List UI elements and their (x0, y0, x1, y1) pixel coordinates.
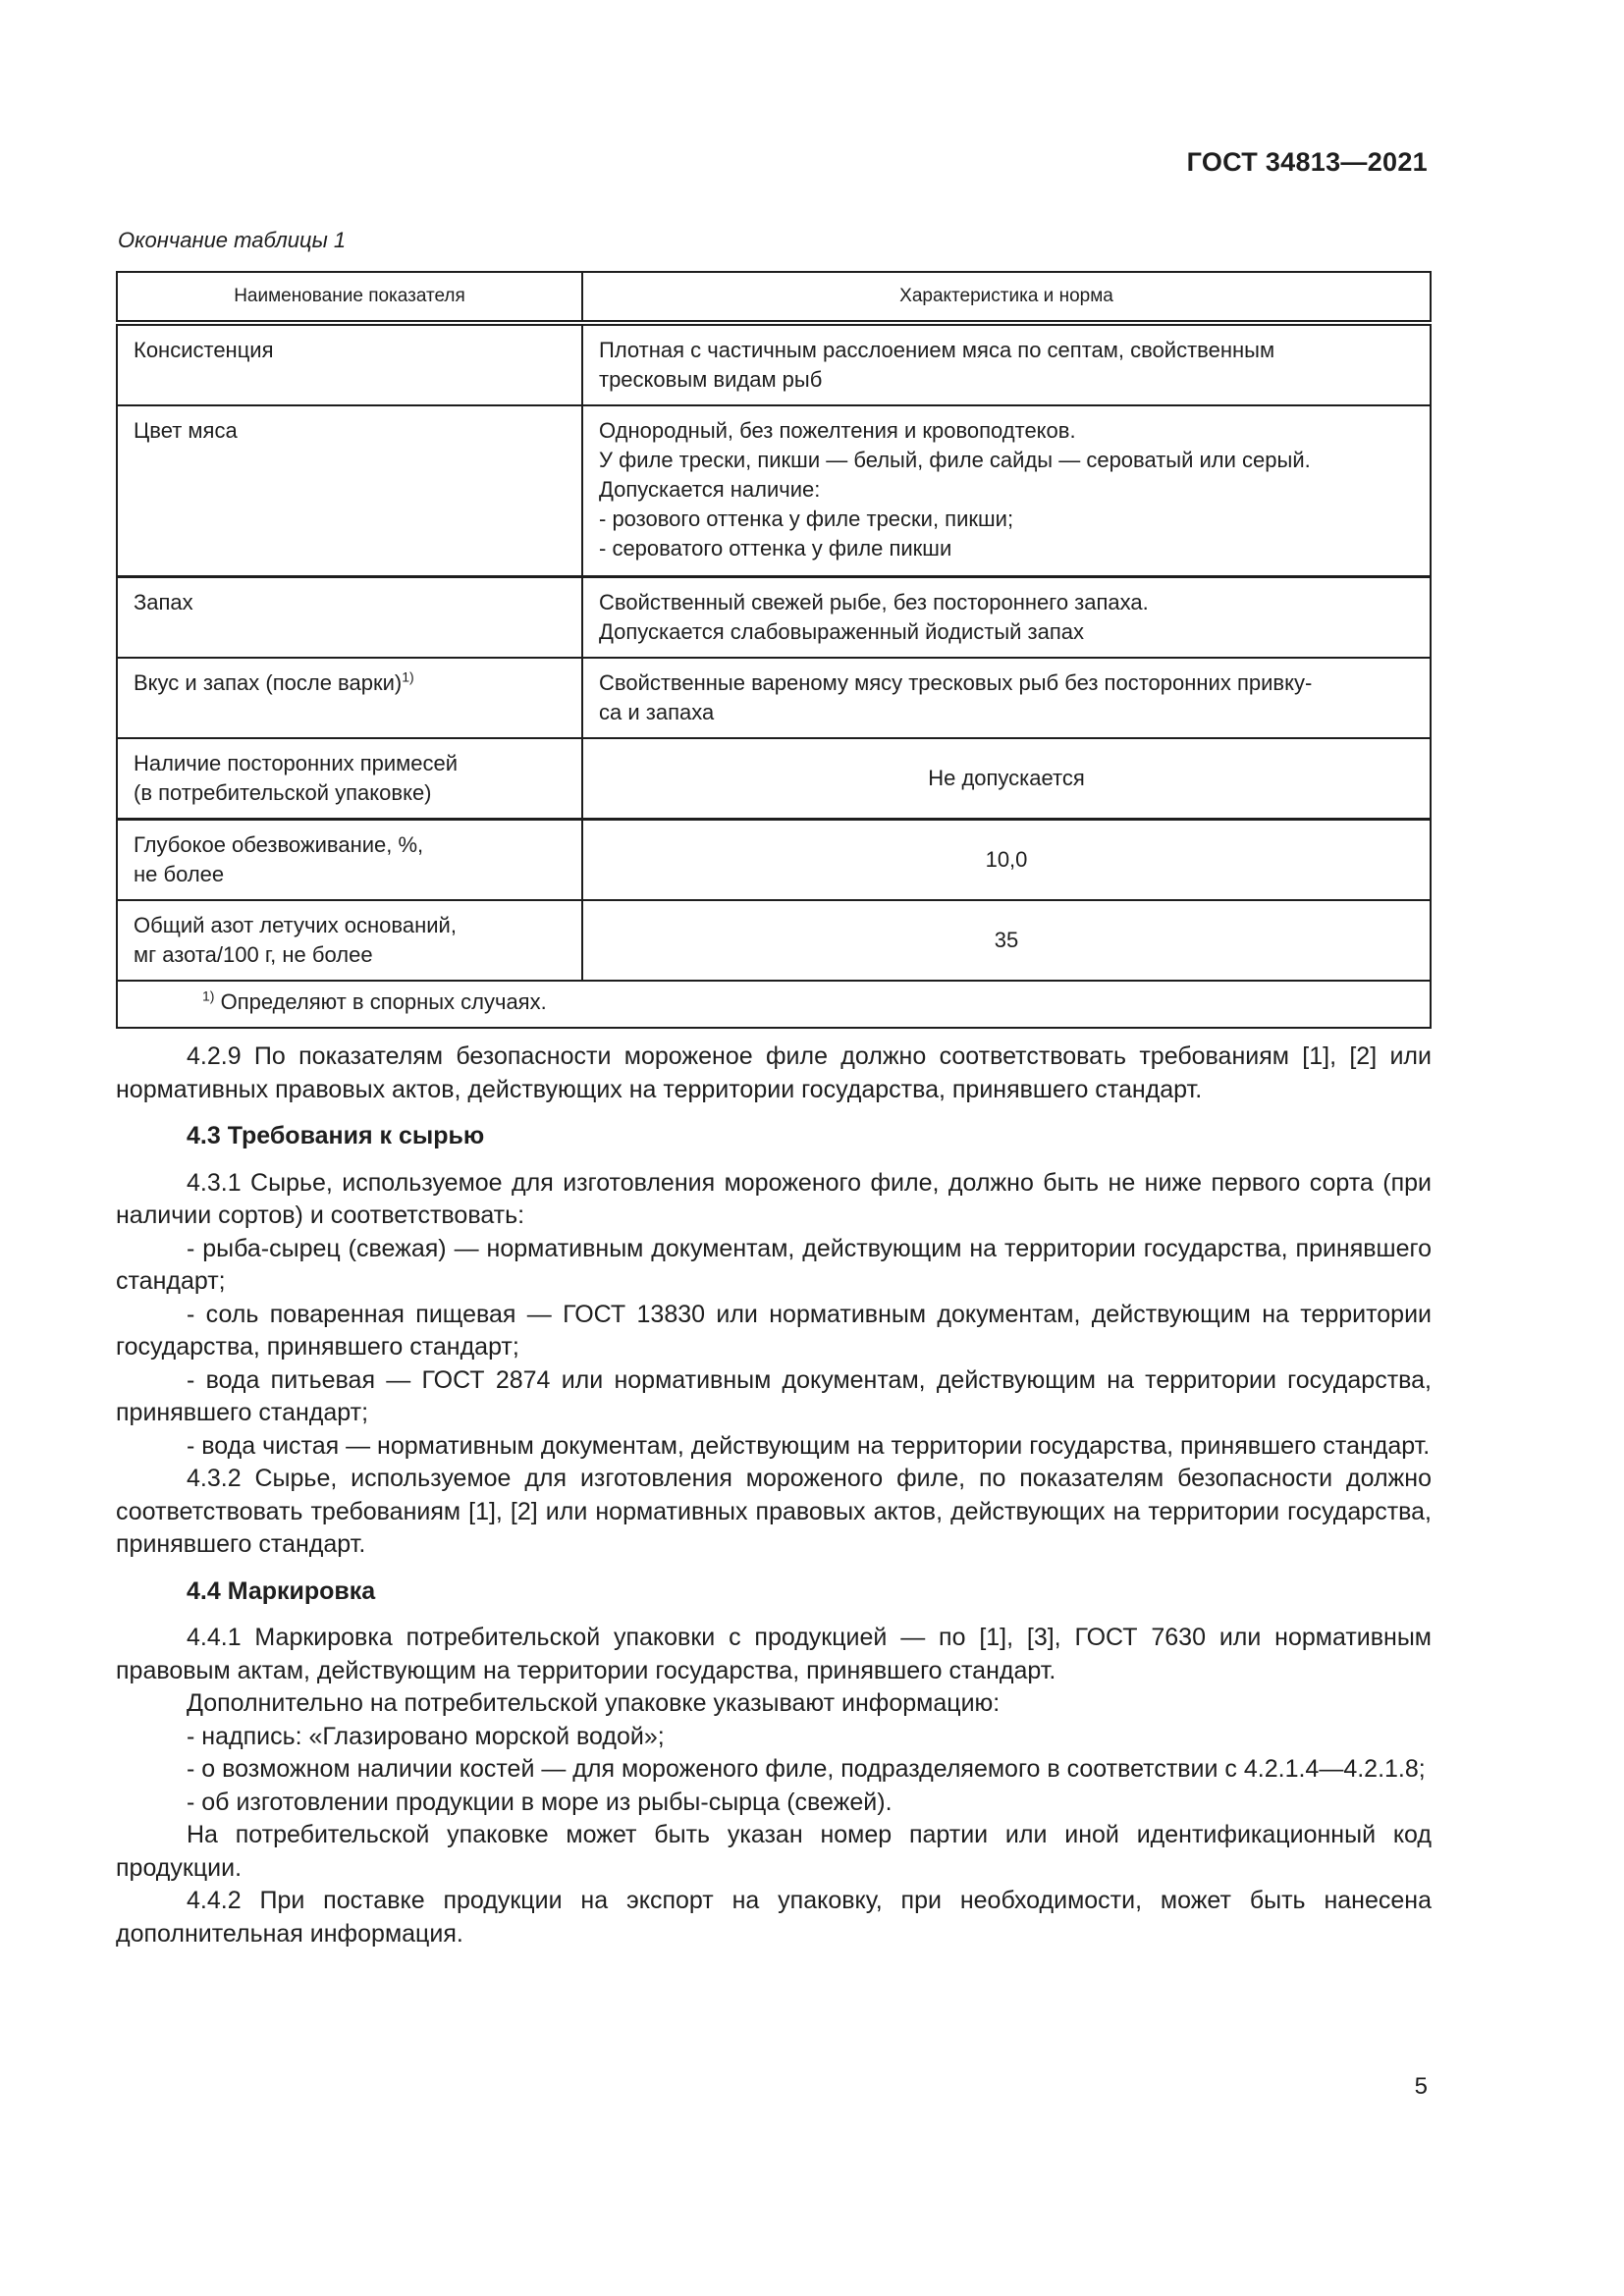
list-item: - вода питьевая — ГОСТ 2874 или нормативным документам, действующим на территории государства, принявшего стандарт; (116, 1365, 1432, 1426)
table-footnote (117, 981, 1431, 1028)
norm-line: Однородный, без пожелтения и кровоподтеков. (599, 418, 1076, 443)
indicator-name (117, 323, 582, 405)
table-caption: Окончание таблицы 1 (118, 228, 347, 252)
norm-line: Плотная с частичным расслоением мяса по септам, свойственным (599, 338, 1275, 362)
indicator-norm (582, 576, 1431, 658)
indicator-name (117, 658, 582, 738)
indicator-norm (582, 658, 1431, 738)
section-heading-4-4: 4.4 Маркировка (187, 1576, 376, 1605)
list-item: - об изготовлении продукции в море из рыбы-сырца (свежей). (187, 1788, 893, 1816)
table-footnote-row (117, 981, 1431, 1028)
norm-line: тресковым видам рыб (599, 367, 823, 392)
list-item: - надпись: «Глазировано морской водой»; (187, 1722, 665, 1750)
indicator-text: мг азота/100 г, не более (134, 941, 373, 967)
indicator-text: Наличие посторонних примесей (134, 750, 459, 775)
norm-line: са и запаха (599, 699, 715, 724)
table-row (117, 900, 1431, 981)
footnote-marker: 1) (202, 988, 215, 1004)
section-heading-4-3: 4.3 Требования к сырью (187, 1122, 485, 1149)
indicator-text: Цвет мяса (134, 418, 238, 443)
indicator-norm: Не допускается (582, 738, 1431, 820)
list-item: - вода чистая — нормативным документам, действующим на территории государства, принявшего стандарт. (187, 1431, 1431, 1460)
column-header-indicator: Наименование показателя (117, 272, 582, 323)
footnote-text: Определяют в спорных случаях. (220, 988, 547, 1014)
indicator-text: (в потребительской упаковке) (134, 779, 432, 805)
norm-line: Допускается слабовыраженный йодистый запах (599, 618, 1085, 644)
indicator-norm (582, 323, 1431, 405)
paragraph-batch-number: На потребительской упаковке может быть указан номер партии или иной идентификационный код продукции. (116, 1821, 1432, 1882)
paragraph-4-4-2: 4.4.2 При поставке продукции на экспорт на упаковку, при необходимости, может быть нанесена дополнительная информация. (116, 1887, 1432, 1948)
indicator-name (117, 738, 582, 820)
indicator-norm: 10,0 (582, 819, 1431, 900)
norms-table (116, 271, 1432, 1029)
indicator-text: Общий азот летучих оснований, (134, 912, 457, 937)
indicator-name (117, 576, 582, 658)
list-item: - о возможном наличии костей — для мороженого филе, подразделяемого в соответствии с 4.2.1.4—4.2.1.8; (187, 1755, 1426, 1783)
norm-line: Свойственные вареному мясу тресковых рыб без посторонних привку- (599, 669, 1313, 695)
paragraph-4-4-1: 4.4.1 Маркировка потребительской упаковки с продукцией — по [1], [3], ГОСТ 7630 или нормативным правовым актам, действующим на территории государства, принявшего стандарт. (116, 1624, 1432, 1684)
indicator-text: Консистенция (134, 338, 274, 362)
table-row (117, 323, 1431, 405)
indicator-text: Запах (134, 589, 193, 614)
indicator-norm: 35 (582, 900, 1431, 981)
document-code: ГОСТ 34813—2021 (1186, 147, 1428, 177)
indicator-text: Вкус и запах (после варки) (134, 669, 403, 695)
table-row (117, 738, 1431, 820)
list-item: - соль поваренная пищевая — ГОСТ 13830 или нормативным документам, действующим на территории государства, принявшего стандарт; (116, 1300, 1432, 1361)
table-row (117, 576, 1431, 658)
paragraph-4-3-1: 4.3.1 Сырье, используемое для изготовления мороженого филе, должно быть не ниже первого сорта (при наличии сортов) и соответствовать: (116, 1168, 1432, 1229)
table-header-row (117, 272, 1431, 323)
page-number: 5 (1414, 2073, 1428, 2100)
indicator-text: Глубокое обезвоживание, %, (134, 831, 424, 857)
indicator-name (117, 405, 582, 576)
footnote-ref: 1) (402, 668, 414, 685)
paragraph-4-2-9: 4.2.9 По показателям безопасности мороженое филе должно соответствовать требованиям [1], [2] или нормативных правовых актов, действующих на территории государства, принявшего стандарт. (116, 1042, 1432, 1103)
norm-line: Свойственный свежей рыбе, без постороннего запаха. (599, 589, 1149, 614)
norm-line: - сероватого оттенка у филе пикши (599, 536, 952, 561)
norm-line: У филе трески, пикши — белый, филе сайды — сероватый или серый. (599, 448, 1311, 472)
table-row (117, 405, 1431, 576)
indicator-norm (582, 405, 1431, 576)
paragraph-additional-info: Дополнительно на потребительской упаковке указывают информацию: (187, 1689, 1001, 1717)
norm-line: - розового оттенка у филе трески, пикши; (599, 507, 1014, 531)
document-body (116, 1041, 1432, 1950)
list-item: - рыба-сырец (свежая) — нормативным документам, действующим на территории государства, принявшего стандарт; (116, 1234, 1432, 1295)
norm-line: Допускается наличие: (599, 477, 821, 502)
indicator-text: не более (134, 861, 225, 886)
indicator-name (117, 819, 582, 900)
table-row (117, 658, 1431, 738)
table-row (117, 819, 1431, 900)
indicator-name (117, 900, 582, 981)
paragraph-4-3-2: 4.3.2 Сырье, используемое для изготовления мороженого филе, по показателям безопасности должно соответствовать требованиям [1], [2] или нормативных правовых актов, действующих на территории государства, принявшего стандарт. (116, 1465, 1432, 1558)
column-header-norm: Характеристика и норма (582, 272, 1431, 323)
